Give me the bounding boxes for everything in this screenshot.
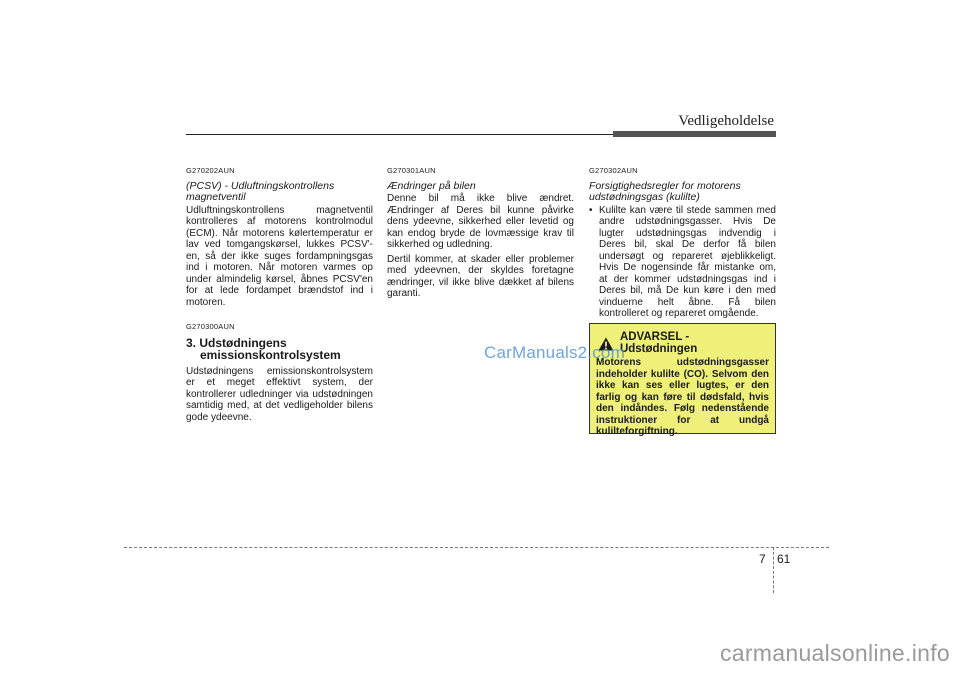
page-number-divider: [773, 547, 774, 593]
section-heading-line1: 3. Udstødningens: [186, 335, 287, 350]
reference-code: G270300AUN: [186, 322, 235, 331]
reference-code: G270302AUN: [589, 166, 638, 175]
page-number: 61: [777, 552, 791, 566]
section-heading-line2: emissionskontrolsystem: [200, 348, 341, 362]
warning-body: Motorens udstødningsgasser indeholder kulilte (CO). Selvom den ikke kan ses eller lugtes, er den farlig og kan føre til dødsfald, hvis den indåndes. Følg nedenstående instruktioner for at undgå kulilteforgiftning.: [596, 357, 769, 437]
subsection-heading-exhaust-precautions: Forsigtighedsregler for motorens udstødningsgas (kulilte): [589, 179, 741, 203]
site-watermark: carmanualsonline.info: [719, 640, 950, 666]
chapter-number: 7: [759, 552, 766, 566]
paragraph-modifications-2: Dertil kommer, at skader eller problemer med ydeevnen, der skyldes foretagne ændringer, vil ikke blive dækket af bilens garanti.: [387, 253, 574, 299]
reference-code: G270301AUN: [387, 166, 436, 175]
footer-rule: [124, 547, 829, 548]
column-right: [589, 165, 776, 324]
column-middle: [387, 165, 574, 303]
header-accent-bar: [613, 131, 776, 137]
paragraph-emission: Udstødningens emissionskontrolsystem er et meget effektivt system, der kontrollerer udledninger via udstødningen samtidig med, at det vedligeholder bilens gode ydeevne.: [186, 365, 373, 423]
bullet-marker: •: [589, 204, 593, 216]
watermark-text: CarManuals2.com: [484, 343, 625, 362]
paragraph-modifications-1: Denne bil må ikke blive ændret. Ændringer af Deres bil kunne påvirke dens ydeevne, sikkerhed eller levetid og kan endog bryde de lovmæssige krav til sikkerhed og udledning.: [387, 193, 574, 250]
list-item-text: Kulilte kan være til stede sammen med andre udstødningsgasser. Hvis De lugter udstødningsgas indvendig i Deres bil, skal De derfor få bilen undersøgt og repareret øjeblikkeligt. Hvis De nogensinde får mistanke om, at der kommer udstødningsgas ind i Deres bil, må De kun køre i den med vinduerne helt åbne. Få bilen kontrolleret og repareret omgående.: [599, 204, 776, 319]
reference-code: G270202AUN: [186, 166, 235, 175]
paragraph-pcsv: Udluftningskontrollens magnetventil kontrolleres af motorens kontrolmodul (ECM). Når motorens kølertemperatur er lav ved tomgangskørsel, lukkes PCSV'-en, så der ikke suges fordampningsgas ind i motoren. Når motoren varmes op under almindelig kørsel, åbnes PCSV'en for at lede fordampet brændstof ind i motoren.: [186, 204, 373, 308]
subsection-heading-pcsv: (PCSV) - Udluftningskontrollens magnetventil: [186, 179, 335, 203]
column-left: [186, 165, 373, 426]
warning-box: [589, 323, 776, 437]
subsection-heading-modifications: Ændringer på bilen: [387, 179, 476, 192]
section-title: Vedligeholdelse: [678, 113, 774, 129]
list-item: [589, 205, 776, 320]
section-heading-emission: [186, 337, 373, 362]
warning-title: ADVARSEL - Udstødningen: [619, 331, 698, 355]
